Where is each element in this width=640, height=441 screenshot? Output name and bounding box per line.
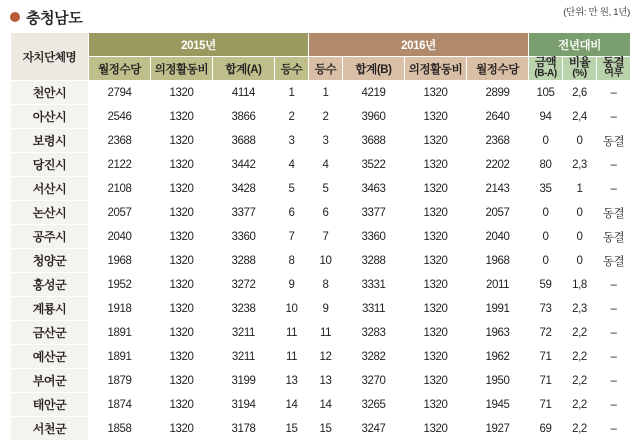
cell-pct: 1,8 [563, 273, 597, 297]
cell-freeze: – [597, 273, 631, 297]
table-row [11, 393, 631, 417]
table-column-header-row [11, 57, 631, 81]
cell-m2015: 1891 [89, 345, 151, 369]
cell-freeze: – [597, 177, 631, 201]
group-header-2015: 2015년 [89, 33, 309, 57]
cell-municipality-name: 태안군 [11, 393, 89, 417]
column-header-freeze [597, 57, 631, 81]
cell-rankL: 9 [275, 273, 309, 297]
cell-sumA: 4114 [213, 81, 275, 105]
cell-c2015: 1320 [151, 417, 213, 441]
cell-rankL: 11 [275, 345, 309, 369]
cell-rankL: 4 [275, 153, 309, 177]
cell-freeze: 동결 [597, 201, 631, 225]
cell-rankL: 6 [275, 201, 309, 225]
cell-sumB: 3688 [343, 129, 405, 153]
cell-m2016: 2368 [467, 129, 529, 153]
cell-sumA: 3428 [213, 177, 275, 201]
cell-diff: 0 [529, 225, 563, 249]
column-header-diff-amount [529, 57, 563, 81]
cell-pct: 1 [563, 177, 597, 201]
cell-municipality-name: 천안시 [11, 81, 89, 105]
cell-rankR: 14 [309, 393, 343, 417]
cell-municipality-name: 부여군 [11, 369, 89, 393]
cell-municipality-name: 홍성군 [11, 273, 89, 297]
column-header-diff-ratio [563, 57, 597, 81]
cell-sumB: 3377 [343, 201, 405, 225]
cell-rankR: 4 [309, 153, 343, 177]
column-header-freeze-sub: 여부 [604, 68, 623, 80]
cell-diff: 80 [529, 153, 563, 177]
cell-municipality-name: 예산군 [11, 345, 89, 369]
cell-freeze: 동결 [597, 129, 631, 153]
cell-c2016: 1320 [405, 321, 467, 345]
cell-pct: 2,4 [563, 105, 597, 129]
cell-sumB: 3463 [343, 177, 405, 201]
table-row [11, 129, 631, 153]
cell-rankL: 8 [275, 249, 309, 273]
cell-pct: 2,6 [563, 81, 597, 105]
group-header-comparison: 전년대비 [529, 33, 631, 57]
cell-pct: 0 [563, 249, 597, 273]
cell-c2016: 1320 [405, 249, 467, 273]
cell-sumA: 3199 [213, 369, 275, 393]
table-row [11, 297, 631, 321]
cell-rankR: 11 [309, 321, 343, 345]
cell-rankR: 13 [309, 369, 343, 393]
cell-c2015: 1320 [151, 345, 213, 369]
cell-pct: 2,2 [563, 345, 597, 369]
column-header-rank-2016: 등수 [309, 57, 343, 81]
cell-c2016: 1320 [405, 393, 467, 417]
table-row [11, 105, 631, 129]
cell-m2016: 2011 [467, 273, 529, 297]
cell-rankL: 15 [275, 417, 309, 441]
table-row [11, 249, 631, 273]
cell-diff: 71 [529, 369, 563, 393]
cell-diff: 59 [529, 273, 563, 297]
table-row [11, 417, 631, 441]
cell-rankL: 13 [275, 369, 309, 393]
cell-m2015: 1918 [89, 297, 151, 321]
column-header-monthly-2015: 월정수당 [89, 57, 151, 81]
cell-freeze: – [597, 105, 631, 129]
cell-rankR: 9 [309, 297, 343, 321]
cell-c2015: 1320 [151, 153, 213, 177]
cell-rankL: 3 [275, 129, 309, 153]
cell-m2015: 1968 [89, 249, 151, 273]
cell-m2015: 2057 [89, 201, 151, 225]
cell-c2015: 1320 [151, 225, 213, 249]
cell-pct: 2,3 [563, 297, 597, 321]
cell-freeze: – [597, 417, 631, 441]
column-header-council-2016: 의정활동비 [405, 57, 467, 81]
cell-m2016: 1968 [467, 249, 529, 273]
cell-municipality-name: 서천군 [11, 417, 89, 441]
cell-sumA: 3360 [213, 225, 275, 249]
cell-municipality-name: 당진시 [11, 153, 89, 177]
cell-rankR: 6 [309, 201, 343, 225]
cell-pct: 2,3 [563, 153, 597, 177]
cell-m2016: 1950 [467, 369, 529, 393]
cell-freeze: – [597, 153, 631, 177]
table-row [11, 369, 631, 393]
cell-rankR: 10 [309, 249, 343, 273]
cell-c2016: 1320 [405, 297, 467, 321]
cell-c2016: 1320 [405, 177, 467, 201]
cell-sumB: 3283 [343, 321, 405, 345]
cell-municipality-name: 보령시 [11, 129, 89, 153]
cell-sumB: 3960 [343, 105, 405, 129]
cell-m2016: 2040 [467, 225, 529, 249]
cell-c2016: 1320 [405, 225, 467, 249]
cell-m2016: 2143 [467, 177, 529, 201]
cell-pct: 0 [563, 201, 597, 225]
cell-sumB: 3247 [343, 417, 405, 441]
cell-rankL: 1 [275, 81, 309, 105]
cell-sumA: 3442 [213, 153, 275, 177]
cell-pct: 2,2 [563, 321, 597, 345]
cell-rankR: 1 [309, 81, 343, 105]
cell-diff: 0 [529, 129, 563, 153]
cell-m2016: 1963 [467, 321, 529, 345]
cell-freeze: 동결 [597, 249, 631, 273]
cell-rankL: 2 [275, 105, 309, 129]
cell-m2015: 2794 [89, 81, 151, 105]
unit-note: (단위: 만 원, 1년) [563, 7, 630, 18]
cell-c2015: 1320 [151, 201, 213, 225]
cell-c2016: 1320 [405, 417, 467, 441]
cell-m2015: 2122 [89, 153, 151, 177]
cell-m2016: 1991 [467, 297, 529, 321]
cell-rankR: 12 [309, 345, 343, 369]
cell-c2015: 1320 [151, 129, 213, 153]
cell-municipality-name: 공주시 [11, 225, 89, 249]
cell-c2015: 1320 [151, 273, 213, 297]
cell-m2016: 1927 [467, 417, 529, 441]
cell-freeze: 동결 [597, 225, 631, 249]
column-header-diff-amount-label: 금액 [534, 57, 557, 70]
cell-c2016: 1320 [405, 129, 467, 153]
cell-diff: 0 [529, 201, 563, 225]
cell-c2015: 1320 [151, 393, 213, 417]
cell-diff: 72 [529, 321, 563, 345]
cell-c2015: 1320 [151, 321, 213, 345]
cell-m2016: 2057 [467, 201, 529, 225]
cell-sumB: 4219 [343, 81, 405, 105]
cell-diff: 71 [529, 345, 563, 369]
cell-rankL: 11 [275, 321, 309, 345]
column-header-diff-amount-sub: (B-A) [534, 68, 557, 80]
cell-rankL: 5 [275, 177, 309, 201]
cell-m2015: 1879 [89, 369, 151, 393]
cell-municipality-name: 청양군 [11, 249, 89, 273]
cell-sumA: 3377 [213, 201, 275, 225]
cell-diff: 105 [529, 81, 563, 105]
cell-freeze: – [597, 297, 631, 321]
cell-sumB: 3311 [343, 297, 405, 321]
cell-c2016: 1320 [405, 201, 467, 225]
cell-rankR: 2 [309, 105, 343, 129]
cell-c2015: 1320 [151, 105, 213, 129]
cell-pct: 0 [563, 129, 597, 153]
cell-m2016: 1945 [467, 393, 529, 417]
cell-sumB: 3360 [343, 225, 405, 249]
cell-rankR: 3 [309, 129, 343, 153]
column-header-total-a: 합계(A) [213, 57, 275, 81]
cell-municipality-name: 계룡시 [11, 297, 89, 321]
table-row [11, 201, 631, 225]
group-header-2016: 2016년 [309, 33, 529, 57]
cell-sumB: 3270 [343, 369, 405, 393]
cell-m2015: 1874 [89, 393, 151, 417]
table-row [11, 225, 631, 249]
cell-rankR: 7 [309, 225, 343, 249]
cell-m2015: 1891 [89, 321, 151, 345]
document-header [10, 6, 630, 28]
cell-diff: 35 [529, 177, 563, 201]
cell-sumA: 3211 [213, 321, 275, 345]
cell-diff: 69 [529, 417, 563, 441]
cell-m2015: 2368 [89, 129, 151, 153]
cell-pct: 0 [563, 225, 597, 249]
table-group-header-row [11, 33, 631, 57]
table-body [11, 81, 631, 441]
cell-m2015: 2108 [89, 177, 151, 201]
column-header-monthly-2016: 월정수당 [467, 57, 529, 81]
cell-freeze: – [597, 369, 631, 393]
cell-rankL: 10 [275, 297, 309, 321]
cell-c2016: 1320 [405, 273, 467, 297]
cell-sumA: 3688 [213, 129, 275, 153]
cell-sumA: 3238 [213, 297, 275, 321]
cell-pct: 2,2 [563, 369, 597, 393]
cell-sumB: 3282 [343, 345, 405, 369]
cell-municipality-name: 서산시 [11, 177, 89, 201]
cell-sumB: 3522 [343, 153, 405, 177]
column-header-diff-ratio-label: 비율 [568, 57, 591, 70]
cell-sumB: 3265 [343, 393, 405, 417]
cell-freeze: – [597, 393, 631, 417]
cell-diff: 0 [529, 249, 563, 273]
column-header-freeze-label: 동결 [602, 57, 625, 70]
cell-pct: 2,2 [563, 417, 597, 441]
cell-c2015: 1320 [151, 369, 213, 393]
cell-sumA: 3288 [213, 249, 275, 273]
cell-m2015: 2546 [89, 105, 151, 129]
table-row [11, 177, 631, 201]
cell-rankR: 5 [309, 177, 343, 201]
cell-sumA: 3866 [213, 105, 275, 129]
cell-m2015: 1858 [89, 417, 151, 441]
cell-diff: 94 [529, 105, 563, 129]
cell-sumA: 3272 [213, 273, 275, 297]
column-header-total-b: 합계(B) [343, 57, 405, 81]
cell-sumA: 3194 [213, 393, 275, 417]
cell-rankL: 14 [275, 393, 309, 417]
table-row [11, 321, 631, 345]
cell-m2015: 2040 [89, 225, 151, 249]
cell-c2015: 1320 [151, 297, 213, 321]
cell-c2016: 1320 [405, 153, 467, 177]
table-row [11, 273, 631, 297]
cell-rankR: 8 [309, 273, 343, 297]
table-row [11, 345, 631, 369]
column-header-name: 자치단체명 [11, 33, 89, 81]
cell-freeze: – [597, 321, 631, 345]
table-row [11, 153, 631, 177]
cell-c2015: 1320 [151, 177, 213, 201]
cell-c2016: 1320 [405, 105, 467, 129]
column-header-rank-2015: 등수 [275, 57, 309, 81]
table-row [11, 81, 631, 105]
cell-c2015: 1320 [151, 81, 213, 105]
cell-m2016: 2899 [467, 81, 529, 105]
cell-rankL: 7 [275, 225, 309, 249]
cell-municipality-name: 금산군 [11, 321, 89, 345]
cell-diff: 73 [529, 297, 563, 321]
cell-freeze: – [597, 345, 631, 369]
cell-m2016: 1962 [467, 345, 529, 369]
cell-m2015: 1952 [89, 273, 151, 297]
page-title: 충청남도 [26, 9, 83, 27]
cell-c2016: 1320 [405, 369, 467, 393]
cell-rankR: 15 [309, 417, 343, 441]
cell-m2016: 2640 [467, 105, 529, 129]
cell-sumA: 3211 [213, 345, 275, 369]
column-header-council-2015: 의정활동비 [151, 57, 213, 81]
cell-diff: 71 [529, 393, 563, 417]
salary-comparison-table [10, 32, 631, 441]
cell-sumA: 3178 [213, 417, 275, 441]
cell-pct: 2,2 [563, 393, 597, 417]
cell-sumB: 3288 [343, 249, 405, 273]
bullet-icon [10, 12, 20, 22]
cell-c2016: 1320 [405, 81, 467, 105]
cell-m2016: 2202 [467, 153, 529, 177]
cell-freeze: – [597, 81, 631, 105]
cell-c2016: 1320 [405, 345, 467, 369]
cell-c2015: 1320 [151, 249, 213, 273]
column-header-diff-ratio-sub: (%) [572, 68, 587, 80]
cell-municipality-name: 아산시 [11, 105, 89, 129]
cell-municipality-name: 논산시 [11, 201, 89, 225]
cell-sumB: 3331 [343, 273, 405, 297]
